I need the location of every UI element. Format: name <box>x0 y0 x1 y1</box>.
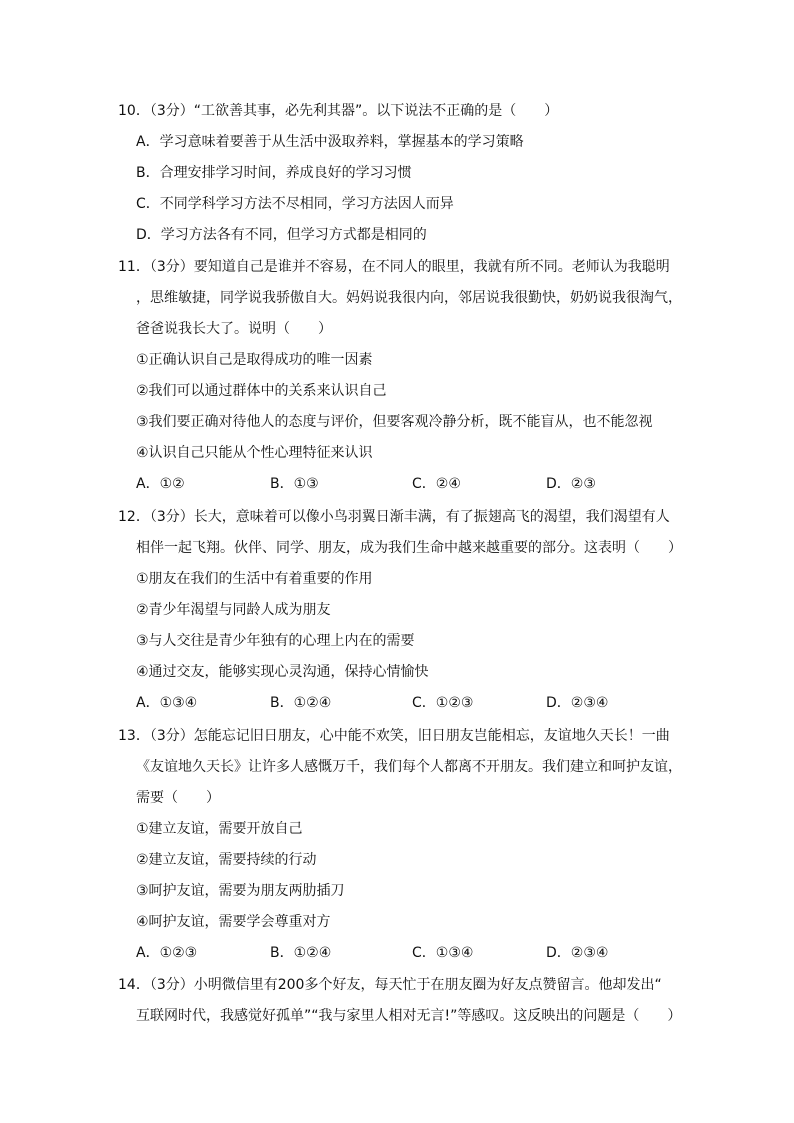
statement-1: ①建立友谊，需要开放自己 <box>136 821 303 837</box>
answer-choices <box>118 469 678 500</box>
statement-4: ④呵护友谊，需要学会尊重对方 <box>136 914 331 930</box>
statement-1: ①朋友在我们的生活中有着重要的作用 <box>136 571 373 587</box>
question-stem: 12．（3分）长大，意味着可以像小鸟羽翼日渐丰满，有了振翅高飞的渴望，我们渴望有人 <box>118 509 670 525</box>
answer-choices <box>118 938 678 969</box>
statement-4: ④认识自己只能从个性心理特征来认识 <box>136 445 373 461</box>
statement-2: ②我们可以通过群体中的关系来认识自己 <box>136 383 387 399</box>
question-stem-continued: 《友谊地久天长》让许多人感慨万千，我们每个人都离不开朋友。我们建立和呵护友谊， <box>136 759 682 775</box>
choice-b: B．①②④ <box>270 945 332 961</box>
choice-d: D．②③④ <box>546 695 609 711</box>
question-stem-continued: ，思维敏捷，同学说我骄傲自大。妈妈说我很内向，邻居说我很勤快，奶奶说我很淘气， <box>136 290 682 306</box>
question-stem-continued: 需要（ ） <box>136 790 220 806</box>
statement-3: ③呵护友谊，需要为朋友两肋插刀 <box>136 883 345 899</box>
answer-choices <box>118 688 678 719</box>
statement-2: ②青少年渴望与同龄人成为朋友 <box>136 602 331 618</box>
choice-b: B．①③ <box>270 476 319 492</box>
choice-a: A．①③④ <box>136 695 198 711</box>
question-stem: 14．（3分）小明微信里有200多个好友，每天忙于在朋友圈为好友点赞留言。他却发出“ <box>118 977 662 993</box>
question-11 <box>118 252 682 500</box>
question-14 <box>118 970 682 1032</box>
choice-c: C．①③④ <box>412 945 474 961</box>
statement-4: ④通过交友，能够实现心灵沟通，保持心情愉快 <box>136 664 429 680</box>
question-stem-continued: 爸爸说我长大了。说明（ ） <box>136 321 332 337</box>
question-stem: 10．（3分）“工欲善其事，必先利其器”。以下说法不正确的是（ ） <box>118 103 559 119</box>
statement-3: ③我们要正确对待他人的态度与评价，但要客观冷静分析，既不能盲从，也不能忽视 <box>136 414 653 430</box>
question-stem: 13．（3分）怎能忘记旧日朋友，心中能不欢笑，旧日朋友岂能相忘，友谊地久天长！一曲 <box>118 728 670 744</box>
statement-1: ①正确认识自己是取得成功的唯一因素 <box>136 352 373 368</box>
question-stem-continued: 互联网时代，我感觉好孤单”“我与家里人相对无言!”等感叹。这反映出的问题是（ ） <box>136 1008 682 1024</box>
choice-d: D．②③④ <box>546 945 609 961</box>
question-stem: 11．（3分）要知道自己是谁并不容易，在不同人的眼里，我就有所不同。老师认为我聪明 <box>118 259 670 275</box>
statement-3: ③与人交往是青少年独有的心理上内在的需要 <box>136 633 415 649</box>
question-12 <box>118 502 682 719</box>
question-stem-continued: 相伴一起飞翔。伙伴、同学、朋友，成为我们生命中越来越重要的部分。这表明（ ） <box>136 540 682 556</box>
option-d: D．学习方法各有不同，但学习方式都是相同的 <box>136 227 427 243</box>
option-c: C．不同学科学习方法不尽相同，学习方法因人而异 <box>136 196 454 212</box>
choice-c: C．②④ <box>412 476 461 492</box>
choice-a: A．①② <box>136 476 185 492</box>
option-a: A．学习意味着要善于从生活中汲取养料，掌握基本的学习策略 <box>136 134 524 150</box>
statement-2: ②建立友谊，需要持续的行动 <box>136 852 317 868</box>
choice-d: D．②③ <box>546 476 596 492</box>
choice-a: A．①②③ <box>136 945 198 961</box>
option-b: B．合理安排学习时间，养成良好的学习习惯 <box>136 165 412 181</box>
question-10 <box>118 96 678 251</box>
choice-b: B．①②④ <box>270 695 332 711</box>
question-13 <box>118 721 682 969</box>
choice-c: C．①②③ <box>412 695 474 711</box>
